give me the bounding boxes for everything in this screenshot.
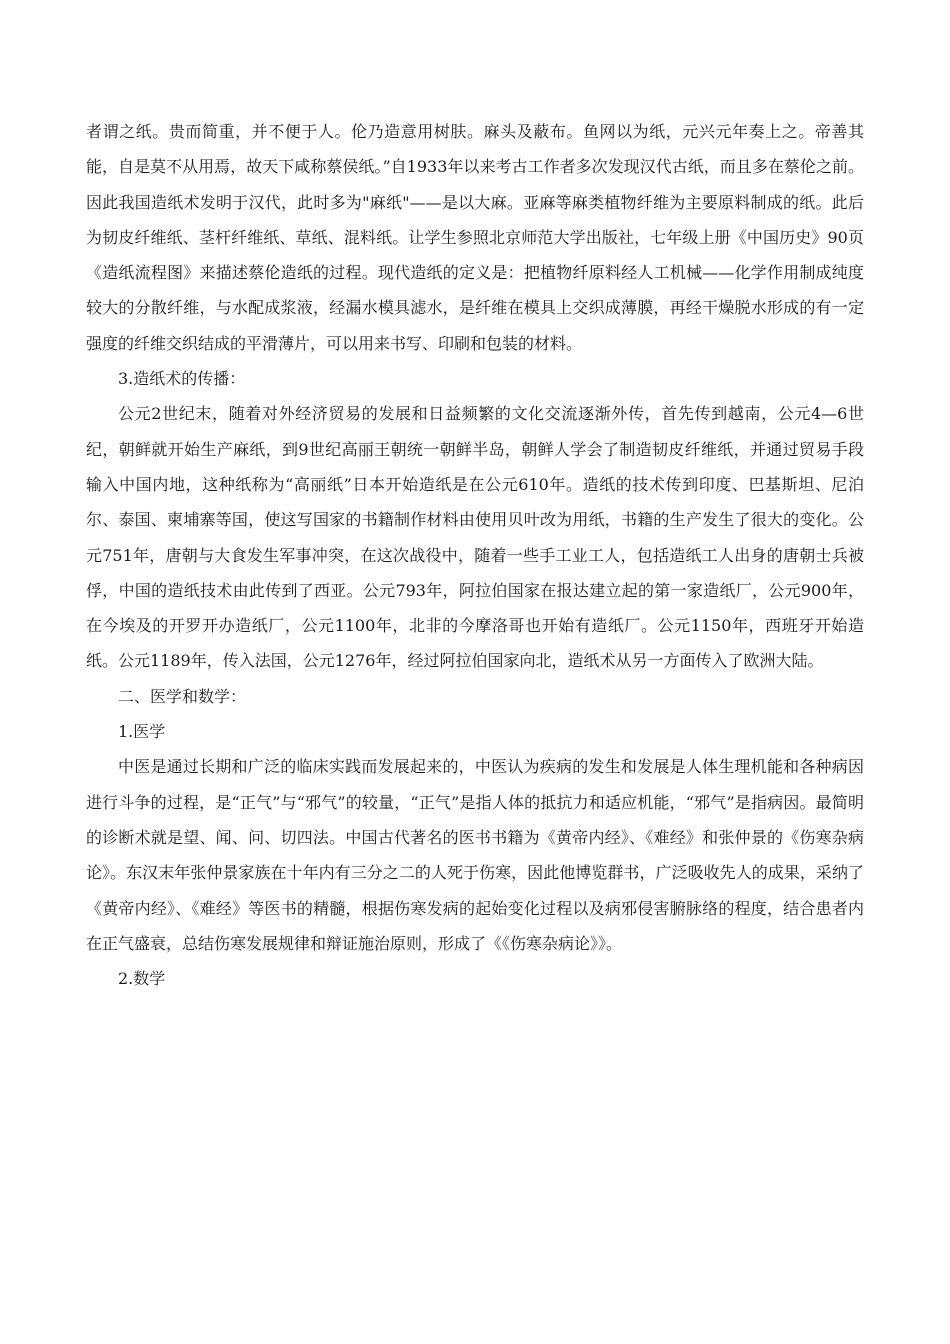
heading-papermaking-spread: 3.造纸术的传播： <box>118 369 246 389</box>
paragraph-medicine: 中医是通过长期和广泛的临床实践而发展起来的，中医认为疾病的发生和发展是人体生理机能和各种病因进行斗争的过程，是“正气”与“邪气”的较量，“正气”是指人体的抵抗力和适应机能，“邪气”是指病因。最简明的诊断术就是望、闻、问、切四法。中国古代著名的医书书籍为《黄帝内经》、《难经》和张仲景的《伤寒杂病论》。东汉末年张仲景家族在十年内有三分之二的人死于伤寒，因此他博览群书，广泛吸收先人的成果，采纳了《黄帝内经》、《难经》等医书的精髓，根据伤寒发病的起始变化过程以及病邪侵害腑脉络的程度，结合患者内在正气盛衰，总结伤寒发展规律和辩证施治原则，形成了《《伤寒杂病论》》。 <box>86 757 864 953</box>
heading-medicine-and-math: 二、医学和数学： <box>118 686 247 706</box>
paragraph-papermaking-history: 者谓之纸。贵而简重，并不便于人。伦乃造意用树肤。麻头及蔽布。鱼网以为纸，元兴元年奏上之。帝善其能，自是莫不从用焉，故天下咸称蔡侯纸。”自1933年以来考古工作者多次发现汉代古纸，而且多在蔡伦之前。因此我国造纸术发明于汉代，此时多为"麻纸"——是以大麻。亚麻等麻类植物纤维为主要原料制成的纸。此后为韧皮纤维纸、茎杆纤维纸、草纸、混料纸。让学生参照北京师范大学出版社，七年级上册《中国历史》90页《造纸流程图》来描述蔡伦造纸的过程。现代造纸的定义是：把植物纤原料经人工机械——化学作用制成纯度较大的分散纤维，与水配成浆液，经漏水模具滤水，是纤维在模具上交织成薄膜，再经干燥脱水形成的有一定强度的纤维交织结成的平滑薄片，可以用来书写、印刷和包装的材料。 <box>86 122 864 353</box>
heading-medicine: 1.医学 <box>118 722 166 742</box>
heading-math: 2.数学 <box>118 969 166 989</box>
paragraph-papermaking-spread: 公元2世纪末，随着对外经济贸易的发展和日益频繁的文化交流逐渐外传，首先传到越南，公元4—6世纪，朝鲜就开始生产麻纸，到9世纪高丽王朝统一朝鲜半岛，朝鲜人学会了制造韧皮纤维纸，并通过贸易手段输入中国内地，这种纸称为“高丽纸”日本开始造纸是在公元610年。造纸的技术传到印度、巴基斯坦、尼泊尔、泰国、柬埔寨等国，使这写国家的书籍制作材料由使用贝叶改为用纸，书籍的生产发生了很大的变化。公元751年，唐朝与大食发生军事冲突，在这次战役中，随着一些手工业工人，包括造纸工人出身的唐朝士兵被俘，中国的造纸技术由此传到了西亚。公元793年，阿拉伯国家在报达建立起的第一家造纸厂，公元900年，在今埃及的开罗开办造纸厂，公元1100年，北非的今摩洛哥也开始有造纸厂。公元1150年，西班牙开始造纸。公元1189年，传入法国，公元1276年，经过阿拉伯国家向北，造纸术从另一方面传入了欧洲大陆。 <box>86 404 864 671</box>
document-page <box>86 114 864 996</box>
